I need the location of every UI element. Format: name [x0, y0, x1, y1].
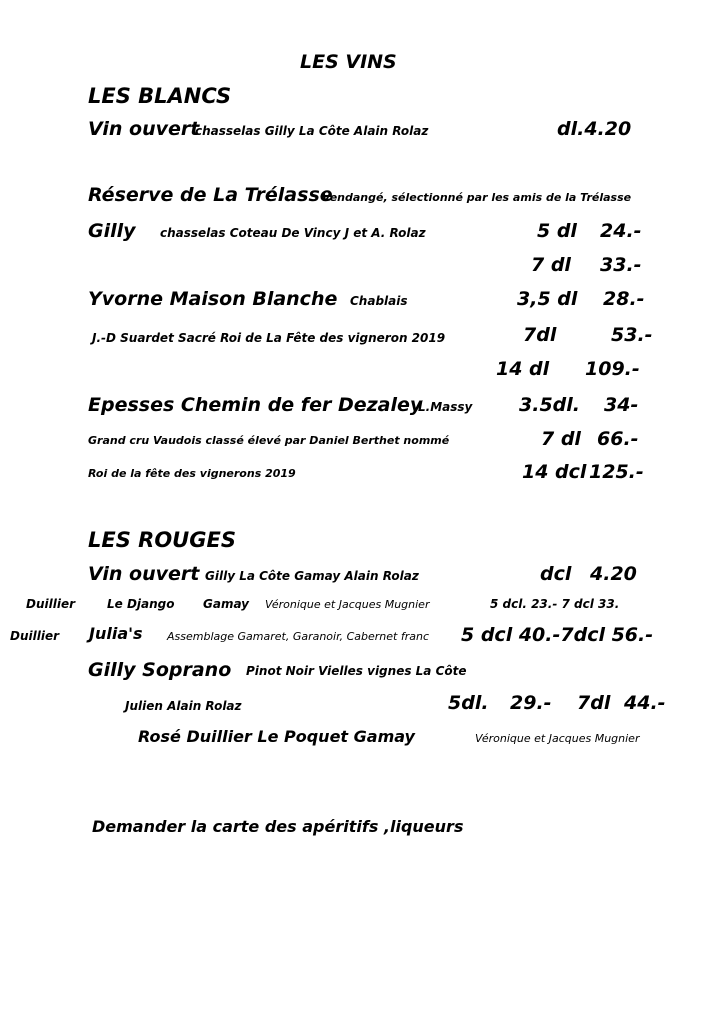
vin-ouvert-rouge-size: dcl [540, 563, 572, 585]
gilly-size-1: 5 dl [537, 220, 577, 242]
vin-ouvert-blanc-price: dl.4.20 [557, 118, 632, 140]
gilly-detail: chasselas Coteau De Vincy J et A. Rolaz [160, 226, 426, 240]
gilly-name: Gilly [88, 220, 136, 242]
yvorne-name: Yvorne Maison Blanche [88, 288, 338, 310]
reserve-name: Réserve de La Trélasse [88, 184, 333, 206]
epesses-size-1: 3.5dl. [519, 394, 580, 416]
vin-ouvert-blanc-detail: chasselas Gilly La Côte Alain Rolaz [195, 124, 429, 138]
section-heading-blancs: LES BLANCS [88, 84, 232, 108]
epesses-producer: L.Massy [418, 400, 473, 414]
django-producer: Véronique et Jacques Mugnier [265, 598, 430, 611]
julia-name: Julia's [89, 624, 143, 643]
epesses-line-2: Grand cru Vaudois classé élevé par Daniel Berthet nommé [88, 434, 450, 447]
soprano-size-1: 5dl. [448, 692, 489, 714]
rose-name: Rosé Duillier Le Poquet Gamay [138, 727, 415, 746]
footer-note: Demander la carte des apéritifs ,liqueurs [92, 817, 464, 836]
django-grape: Gamay [203, 597, 250, 611]
suardet-price-2: 109.- [585, 358, 640, 380]
epesses-price-2: 66.- [597, 428, 639, 450]
yvorne-price-1: 28.- [603, 288, 645, 310]
soprano-name: Gilly Soprano [88, 659, 232, 681]
vin-ouvert-rouge-name: Vin ouvert [88, 563, 200, 585]
yvorne-region: Chablais [350, 294, 408, 308]
julia-place: Duillier [10, 629, 60, 643]
yvorne-size-1: 3,5 dl [517, 288, 578, 310]
page-title: LES VINS [300, 51, 397, 73]
soprano-price-1: 29.- [510, 692, 552, 714]
epesses-line-3: Roi de la fête des vignerons 2019 [88, 467, 296, 480]
reserve-detail: Vendangé, sélectionné par les amis de la Trélasse [322, 191, 632, 204]
julia-prices: 5 dcl 40.-7dcl 56.- [461, 624, 654, 646]
vin-ouvert-rouge-detail: Gilly La Côte Gamay Alain Rolaz [205, 569, 419, 583]
epesses-price-3: 125.- [589, 461, 644, 483]
soprano-price-2: 44.- [624, 692, 666, 714]
gilly-size-2: 7 dl [531, 254, 571, 276]
vin-ouvert-rouge-price: 4.20 [590, 563, 637, 585]
django-prices: 5 dcl. 23.- 7 dcl 33. [490, 597, 620, 611]
soprano-detail: Pinot Noir Vielles vignes La Côte [246, 664, 467, 678]
suardet-detail: J.-D Suardet Sacré Roi de La Fête des vigneron 2019 [92, 331, 446, 345]
gilly-price-1: 24.- [600, 220, 642, 242]
epesses-size-2: 7 dl [541, 428, 581, 450]
epesses-size-3: 14 dcl [522, 461, 587, 483]
epesses-price-1: 34- [604, 394, 639, 416]
julia-detail: Assemblage Gamaret, Garanoir, Cabernet franc [167, 630, 430, 643]
rose-producer: Véronique et Jacques Mugnier [475, 732, 640, 745]
suardet-size-1: 7dl [523, 324, 557, 346]
vin-ouvert-blanc-name: Vin ouvert [88, 118, 200, 140]
epesses-name: Epesses Chemin de fer Dezaley [88, 394, 423, 416]
gilly-price-2: 33.- [600, 254, 642, 276]
soprano-size-2: 7dl [577, 692, 611, 714]
suardet-size-2: 14 dl [496, 358, 550, 380]
section-heading-rouges: LES ROUGES [88, 528, 236, 552]
django-name: Le Django [107, 597, 175, 611]
django-place: Duillier [26, 597, 76, 611]
suardet-price-1: 53.- [611, 324, 653, 346]
soprano-producer: Julien Alain Rolaz [125, 699, 242, 713]
